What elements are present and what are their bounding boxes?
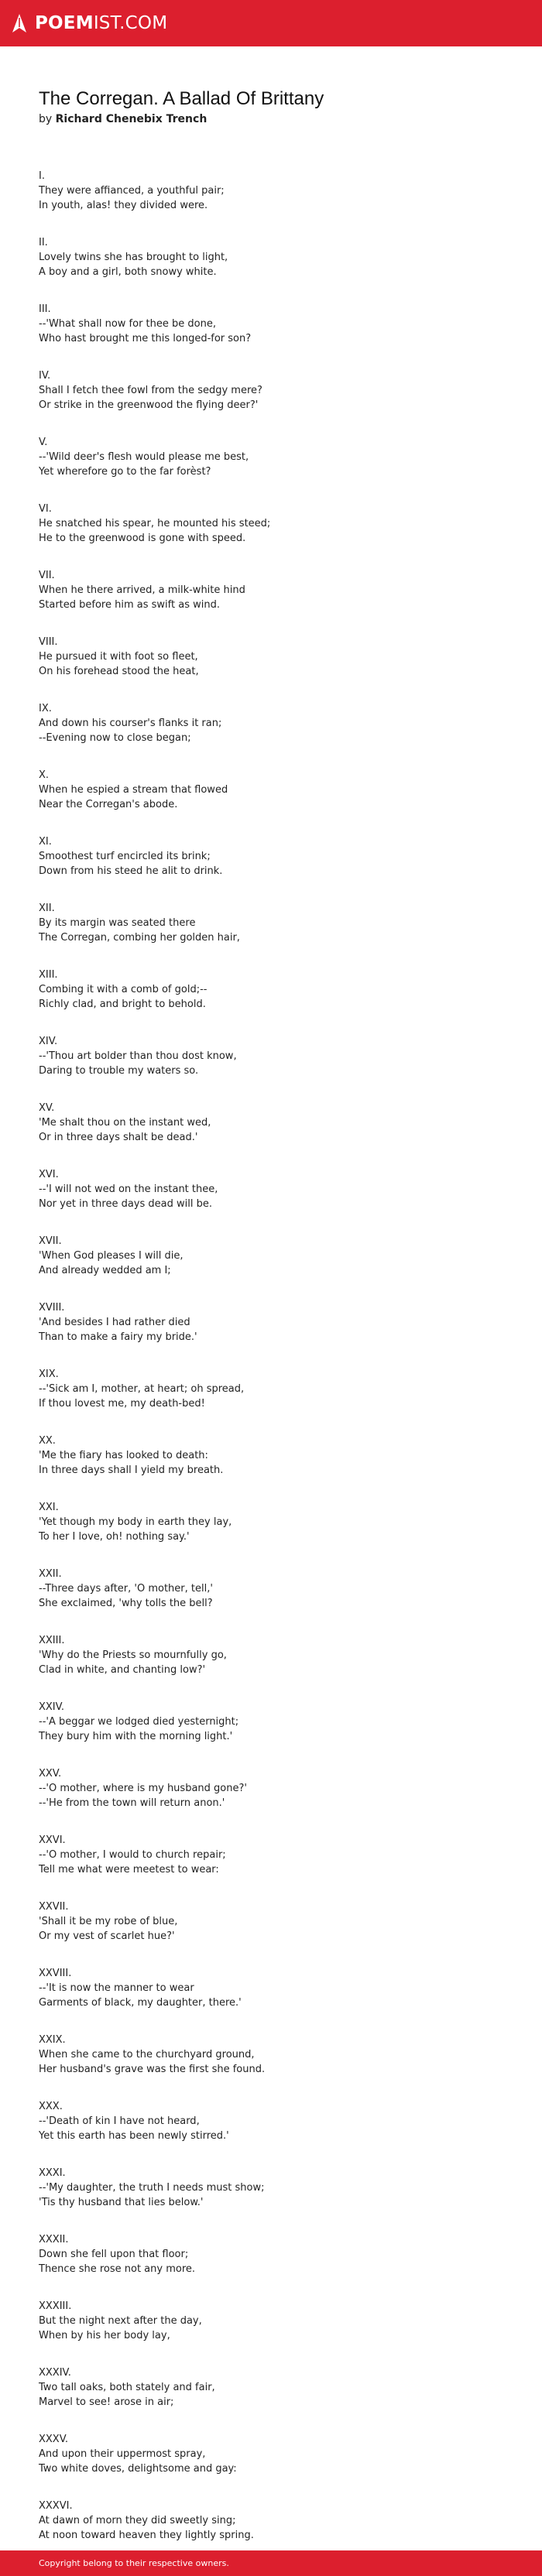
poem-title: The Corregan. A Ballad Of Brittany bbox=[39, 88, 324, 109]
poem-line: When he espied a stream that flowed bbox=[39, 784, 228, 796]
site-footer bbox=[0, 2550, 542, 2576]
stanza-number: IV. bbox=[39, 370, 51, 382]
site-logo-link[interactable] bbox=[11, 9, 167, 37]
stanza bbox=[39, 968, 511, 1012]
poem-line: --'My daughter, the truth I needs must show; bbox=[39, 2182, 265, 2194]
poem-line: When he there arrived, a milk-white hind bbox=[39, 584, 245, 597]
poem-line: They were affianced, a youthful pair; bbox=[39, 185, 225, 197]
poem-line: The Corregan, combing her golden hair, bbox=[39, 932, 240, 944]
author-name[interactable]: Richard Chenebix Trench bbox=[55, 113, 208, 125]
stanza-number: XXII. bbox=[39, 1568, 62, 1580]
poem-line: --'Death of kin I have not heard, bbox=[39, 2115, 200, 2128]
poem-line: --'It is now the manner to wear bbox=[39, 1982, 194, 1995]
poem-line: Than to make a fairy my bride.' bbox=[39, 1331, 197, 1344]
poem-line: 'Why do the Priests so mournfully go, bbox=[39, 1649, 227, 1662]
stanza bbox=[39, 235, 511, 280]
stanza bbox=[39, 2232, 511, 2277]
poem-line: If thou lovest me, my death-bed! bbox=[39, 1398, 205, 1410]
poem-line: She exclaimed, 'why tolls the bell? bbox=[39, 1598, 213, 1610]
poem-line: --'Sick am I, mother, at heart; oh spread, bbox=[39, 1383, 245, 1396]
poem-line: Or my vest of scarlet hue?' bbox=[39, 1930, 175, 1943]
poem-line: --'O mother, I would to church repair; bbox=[39, 1849, 226, 1862]
stanza bbox=[39, 2166, 511, 2211]
stanza-number: XV. bbox=[39, 1102, 55, 1114]
poem-line: 'Me shalt thou on the instant wed, bbox=[39, 1117, 211, 1129]
poem-line: Lovely twins she has brought to light, bbox=[39, 252, 228, 264]
stanza-number: XXXII. bbox=[39, 2234, 69, 2245]
stanza bbox=[39, 1567, 511, 1612]
poem-line: To her I love, oh! nothing say.' bbox=[39, 1531, 190, 1543]
poem-line: Tell me what were meetest to wear: bbox=[39, 1864, 219, 1876]
poem-line: When by his her body lay, bbox=[39, 2330, 170, 2342]
stanza bbox=[39, 834, 511, 879]
poem-line: He to the greenwood is gone with speed. bbox=[39, 533, 246, 545]
poem-line: Two white doves, delightsome and gay: bbox=[39, 2463, 237, 2475]
stanza bbox=[39, 302, 511, 347]
stanza-number: I. bbox=[39, 170, 45, 182]
stanza bbox=[39, 1833, 511, 1878]
poem-heading bbox=[39, 87, 511, 127]
poem-body bbox=[39, 169, 511, 2565]
stanza-number: X. bbox=[39, 769, 50, 781]
stanza bbox=[39, 1766, 511, 1811]
stanza-number: XXXIV. bbox=[39, 2367, 71, 2379]
poem-line: --'What shall now for thee be done, bbox=[39, 318, 216, 331]
stanza-number: XI. bbox=[39, 836, 52, 848]
stanza-number: XVIII. bbox=[39, 1302, 65, 1314]
poem-line: --'Thou art bolder than thou dost know, bbox=[39, 1050, 237, 1063]
byline bbox=[39, 111, 511, 127]
stanza bbox=[39, 768, 511, 813]
poem-line: By its margin was seated there bbox=[39, 917, 196, 930]
stanza-number: XXIII. bbox=[39, 1635, 65, 1646]
poem-line: In youth, alas! they divided were. bbox=[39, 200, 208, 212]
poem-line: Or strike in the greenwood the flying deer?' bbox=[39, 399, 259, 412]
poem-line: He snatched his spear, he mounted his steed; bbox=[39, 518, 271, 530]
poem-line: When she came to the churchyard ground, bbox=[39, 2049, 255, 2061]
logo-text-bold: POEM bbox=[35, 13, 94, 33]
poem-line: --'He from the town will return anon.' bbox=[39, 1797, 225, 1810]
poem-line: Garments of black, my daughter, there.' bbox=[39, 1997, 242, 2009]
poem-line: Shall I fetch thee fowl from the sedgy mere? bbox=[39, 385, 262, 397]
poem-line: 'Tis thy husband that lies below.' bbox=[39, 2197, 204, 2209]
byline-prefix: by bbox=[39, 113, 53, 125]
stanza-number: XXXI. bbox=[39, 2167, 66, 2179]
poem-line: --Evening now to close began; bbox=[39, 732, 191, 745]
logo-text-thin: IST.COM bbox=[93, 13, 168, 33]
poem-line: --'O mother, where is my husband gone?' bbox=[39, 1783, 247, 1795]
stanza-number: XVI. bbox=[39, 1169, 59, 1180]
stanza bbox=[39, 1034, 511, 1079]
poem-line: Combing it with a comb of gold;-- bbox=[39, 984, 208, 996]
stanza-number: XXVII. bbox=[39, 1901, 69, 1913]
stanza-number: XII. bbox=[39, 903, 55, 914]
poem-line: 'Me the fiary has looked to death: bbox=[39, 1450, 208, 1462]
poem-line: Smoothest turf encircled its brink; bbox=[39, 851, 211, 863]
poem-line: A boy and a girl, both snowy white. bbox=[39, 266, 217, 279]
poem-line: Near the Corregan's abode. bbox=[39, 799, 178, 811]
stanza bbox=[39, 2099, 511, 2144]
stanza-number: XXVI. bbox=[39, 1834, 66, 1846]
poem-line: Two tall oaks, both stately and fair, bbox=[39, 2382, 215, 2394]
stanza-number: XXX. bbox=[39, 2101, 63, 2112]
poem-line: And down his courser's flanks it ran; bbox=[39, 718, 222, 730]
stanza bbox=[39, 1633, 511, 1678]
poem-line: At noon toward heaven they lightly spring. bbox=[39, 2530, 254, 2542]
stanza bbox=[39, 1300, 511, 1345]
stanza bbox=[39, 2499, 511, 2543]
stanza bbox=[39, 701, 511, 746]
stanza-number: XIV. bbox=[39, 1036, 58, 1047]
stanza bbox=[39, 1899, 511, 1944]
poem-line: Nor yet in three days dead will be. bbox=[39, 1198, 212, 1211]
poem-line: --'A beggar we lodged died yesternight; bbox=[39, 1716, 239, 1728]
stanza bbox=[39, 502, 511, 546]
stanza bbox=[39, 635, 511, 680]
stanza-number: XIX. bbox=[39, 1368, 59, 1380]
stanza bbox=[39, 1434, 511, 1478]
stanza bbox=[39, 1966, 511, 2011]
poem-line: Her husband's grave was the first she found. bbox=[39, 2064, 266, 2076]
stanza bbox=[39, 1367, 511, 1412]
poem-line: Clad in white, and chanting low?' bbox=[39, 1664, 206, 1677]
stanza-number: XX. bbox=[39, 1435, 56, 1447]
stanza bbox=[39, 1234, 511, 1279]
stanza-number: III. bbox=[39, 303, 51, 315]
copyright-notice: Copyright belong to their respective owners. bbox=[39, 2558, 229, 2568]
site-logo-text bbox=[35, 9, 167, 37]
stanza-number: XVII. bbox=[39, 1235, 62, 1247]
stanza-number: VII. bbox=[39, 570, 55, 581]
stanza-number: XXI. bbox=[39, 1502, 59, 1513]
stanza-number: XXIV. bbox=[39, 1701, 64, 1713]
stanza-number: XXV. bbox=[39, 1768, 62, 1780]
stanza bbox=[39, 1500, 511, 1545]
stanza bbox=[39, 2365, 511, 2410]
stanza-number: XIII. bbox=[39, 969, 58, 981]
poem-line: Or in three days shalt be dead.' bbox=[39, 1132, 198, 1144]
poem-line: In three days shall I yield my breath. bbox=[39, 1464, 224, 1477]
poem-line: Started before him as swift as wind. bbox=[39, 599, 220, 611]
poem-line: He pursued it with foot so fleet, bbox=[39, 651, 198, 663]
poem-line: Down from his steed he alit to drink. bbox=[39, 865, 223, 878]
poem-line: Marvel to see! arose in air; bbox=[39, 2396, 174, 2409]
stanza bbox=[39, 368, 511, 413]
stanza bbox=[39, 1700, 511, 1745]
stanza bbox=[39, 568, 511, 613]
stanza bbox=[39, 901, 511, 946]
stanza bbox=[39, 2299, 511, 2344]
stanza-number: V. bbox=[39, 437, 48, 448]
poem-line: Yet wherefore go to the far forèst? bbox=[39, 466, 211, 478]
poem-line: Thence she rose not any more. bbox=[39, 2263, 196, 2276]
poem-line: 'When God pleases I will die, bbox=[39, 1250, 184, 1262]
quill-pen-icon bbox=[11, 13, 28, 33]
stanza-number: IX. bbox=[39, 703, 52, 714]
poem-line: Down she fell upon that floor; bbox=[39, 2249, 189, 2261]
stanza bbox=[39, 2033, 511, 2078]
poem-line: At dawn of morn they did sweetly sing; bbox=[39, 2515, 236, 2527]
poem-line: On his forehead stood the heat, bbox=[39, 666, 199, 678]
poem-line: --Three days after, 'O mother, tell,' bbox=[39, 1583, 213, 1595]
poem-line: Daring to trouble my waters so. bbox=[39, 1065, 199, 1077]
poem-line: 'Yet though my body in earth they lay, bbox=[39, 1516, 232, 1529]
poem-line: Richly clad, and bright to behold. bbox=[39, 999, 206, 1011]
poem-line: --'I will not wed on the instant thee, bbox=[39, 1184, 218, 1196]
poem-line: And upon their uppermost spray, bbox=[39, 2448, 206, 2461]
stanza bbox=[39, 435, 511, 480]
stanza-number: II. bbox=[39, 237, 48, 248]
stanza bbox=[39, 169, 511, 214]
stanza-number: XXXV. bbox=[39, 2434, 69, 2445]
poem-line: Who hast brought me this longed-for son? bbox=[39, 333, 252, 345]
stanza-number: XXIX. bbox=[39, 2034, 66, 2046]
site-header bbox=[0, 0, 542, 46]
stanza-number: VIII. bbox=[39, 636, 58, 648]
poem-line: Yet this earth has been newly stirred.' bbox=[39, 2130, 229, 2143]
poem-line: --'Wild deer's flesh would please me best, bbox=[39, 451, 249, 464]
poem-line: They bury him with the morning light.' bbox=[39, 1731, 233, 1743]
poem-line: 'And besides I had rather died bbox=[39, 1317, 190, 1329]
poem-line: But the night next after the day, bbox=[39, 2315, 202, 2328]
stanza-number: XXVIII. bbox=[39, 1968, 72, 1979]
stanza-number: XXXIII. bbox=[39, 2300, 72, 2312]
stanza-number: XXXVI. bbox=[39, 2500, 73, 2512]
stanza bbox=[39, 2432, 511, 2477]
stanza-number: VI. bbox=[39, 503, 52, 515]
poem-line: And already wedded am I; bbox=[39, 1265, 171, 1277]
stanza bbox=[39, 1101, 511, 1146]
poem-line: 'Shall it be my robe of blue, bbox=[39, 1916, 178, 1928]
stanza bbox=[39, 1167, 511, 1212]
